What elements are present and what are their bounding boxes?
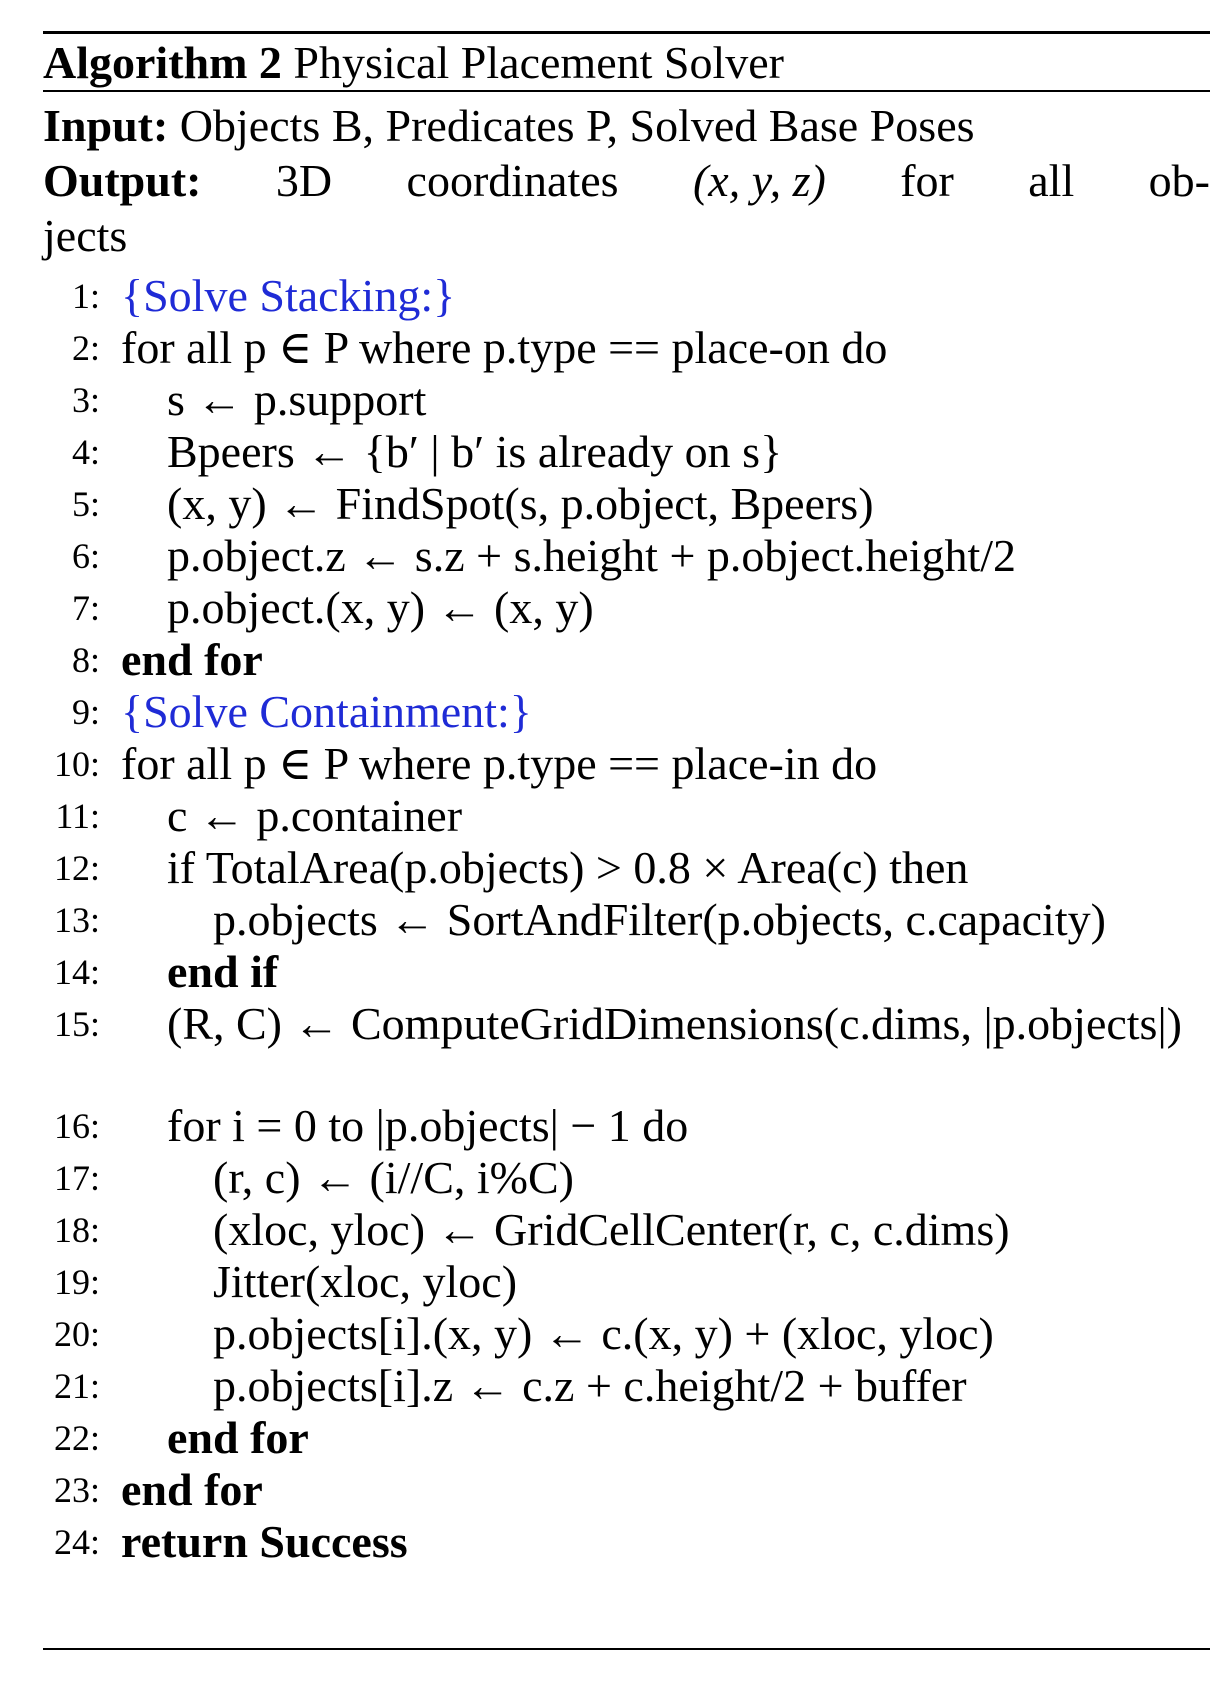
input-line	[43, 98, 975, 154]
line-number: 19:	[53, 1262, 100, 1302]
line-number: 23:	[53, 1470, 100, 1510]
line-number: 3:	[71, 380, 100, 420]
output-continuation: jects	[43, 210, 128, 261]
line-text: end for	[121, 634, 263, 685]
line-text: p.objects[i].(x, y) ← c.(x, y) + (xloc, yloc)	[213, 1308, 994, 1359]
algorithm-label: Algorithm 2	[43, 37, 282, 88]
line-text: Jitter(xloc, yloc)	[213, 1256, 518, 1307]
line-number: 2:	[71, 328, 100, 368]
line-number: 6:	[71, 536, 100, 576]
line-text: (r, c) ← (i//C, i%C)	[213, 1152, 574, 1203]
line-text: (xloc, yloc) ← GridCellCenter(r, c, c.dims)	[213, 1204, 1010, 1255]
line-number: 16:	[53, 1106, 100, 1146]
line-text: end for	[167, 1412, 309, 1463]
line-text: return Success	[121, 1516, 408, 1567]
line-text: end for	[121, 1464, 263, 1515]
line-number: 4:	[71, 432, 100, 472]
output-line	[43, 153, 1210, 209]
line-number: 7:	[71, 588, 100, 628]
output-word: for	[900, 155, 954, 206]
line-text: for all p ∈ P where p.type == place-in do	[121, 738, 878, 789]
line-text: (R, C) ← ComputeGridDimensions(c.dims, |p.objects|)	[167, 998, 1182, 1049]
line-number: 11:	[55, 796, 100, 836]
output-word: (x, y, z)	[692, 155, 826, 206]
line-number: 20:	[53, 1314, 100, 1354]
output-word: coordinates	[406, 155, 619, 206]
line-number: 12:	[53, 848, 100, 888]
line-number: 10:	[53, 744, 100, 784]
line-text: s ← p.support	[167, 374, 427, 425]
line-number: 8:	[71, 640, 100, 680]
line-text: p.object.z ← s.z + s.height + p.object.height/2	[167, 530, 1017, 581]
line-number: 22:	[53, 1418, 100, 1458]
line-text: for i = 0 to |p.objects| − 1 do	[167, 1100, 689, 1151]
line-text: if TotalArea(p.objects) > 0.8 × Area(c) then	[167, 842, 969, 893]
line-number: 21:	[53, 1366, 100, 1406]
line-number: 1:	[71, 276, 100, 316]
input-label: Input:	[43, 100, 169, 151]
line-number: 17:	[53, 1158, 100, 1198]
line-number: 14:	[53, 952, 100, 992]
line-number: 5:	[71, 484, 100, 524]
line-number: 13:	[53, 900, 100, 940]
input-text: Objects B, Predicates P, Solved Base Poses	[179, 100, 975, 151]
line-text: for all p ∈ P where p.type == place-on do	[121, 322, 888, 373]
line-number: 9:	[71, 692, 100, 732]
line-text: (x, y) ← FindSpot(s, p.object, Bpeers)	[167, 478, 874, 529]
output-word: ob-	[1148, 155, 1210, 206]
output-label: Output:	[43, 155, 202, 206]
algorithm-caption	[43, 34, 784, 92]
line-number: 15:	[53, 1004, 100, 1044]
output-word: all	[1028, 155, 1075, 206]
output-word: 3D	[275, 155, 333, 206]
line-text: p.objects[i].z ← c.z + c.height/2 + buffer	[213, 1360, 967, 1411]
line-text-comment: {Solve Containment:}	[121, 686, 532, 737]
line-text: c ← p.container	[167, 790, 463, 841]
line-text: Bpeers ← {b′ | b′ is already on s}	[167, 426, 783, 477]
line-number: 18:	[53, 1210, 100, 1250]
bottom-rule	[43, 1648, 1210, 1650]
line-text: p.object.(x, y) ← (x, y)	[167, 582, 594, 633]
line-number: 24:	[53, 1522, 100, 1562]
algorithm-title: Physical Placement Solver	[293, 37, 784, 88]
line-text: p.objects ← SortAndFilter(p.objects, c.capacity)	[213, 894, 1106, 945]
line-text-comment: {Solve Stacking:}	[121, 270, 456, 321]
line-text: end if	[167, 946, 279, 997]
